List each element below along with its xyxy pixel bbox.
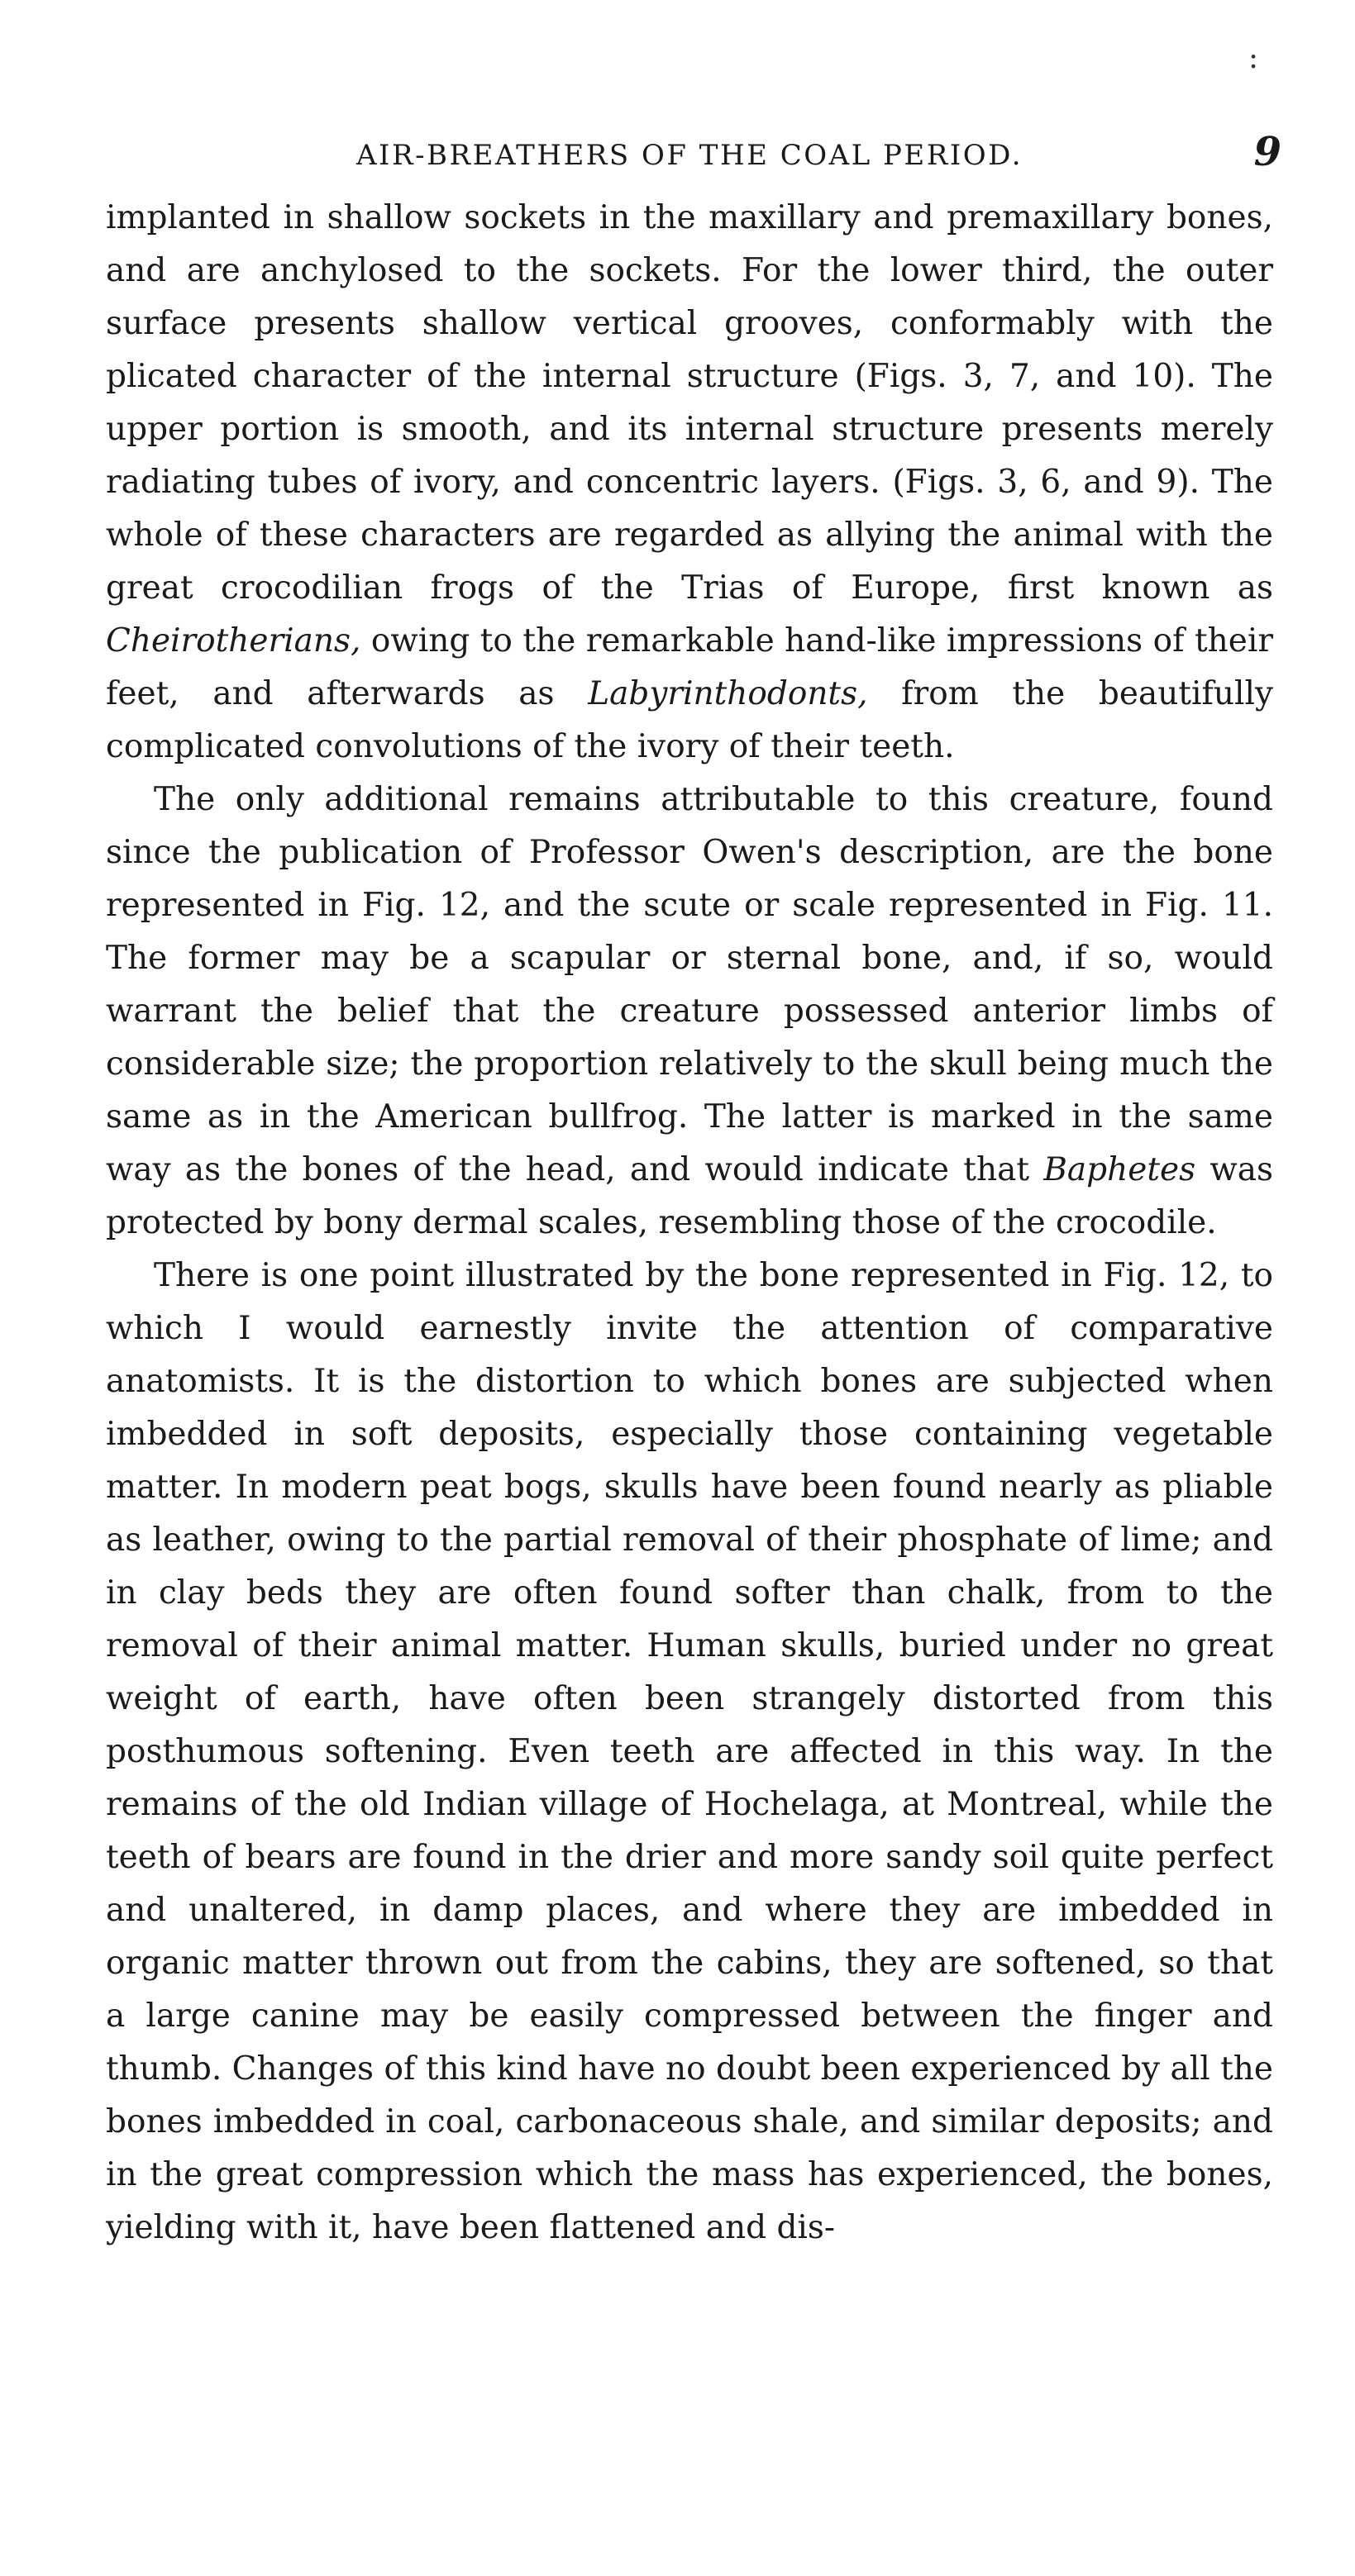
paragraph-1-text-c: from the beautifully complicated convolutions of the ivory of their teeth. xyxy=(106,675,1273,765)
paragraph-1 xyxy=(106,192,1273,774)
margin-mark: : xyxy=(1248,41,1259,75)
paragraph-2-text-a: The only additional remains attributable to this creature, found since the publication of Professor Owen's description, are the bone represented in Fig. 12, and the scute or scale represented in Fig. 11. The former may be a scapular or sternal bone, and, if so, would warrant the belief that the creature possessed anterior limbs of considerable size; the proportion relatively to the skull being much the same as in the American bullfrog. The latter is marked in the same way as the bones of the head, and would indicate that xyxy=(106,781,1273,1188)
paragraph-1-text-a: implanted in shallow sockets in the maxillary and premaxillary bones, and are anchylosed to the sockets. For the lower third, the outer surface presents shallow vertical grooves, conformably with the plicated character of the internal structure (Figs. 3, 7, and 10). The upper portion is smooth, and its internal structure presents merely radiating tubes of ivory, and concentric layers. (Figs. 3, 6, and 9). The whole of these characters are regarded as allying the animal with the great crocodilian frogs of the Trias of Europe, first known as xyxy=(106,199,1273,607)
term-labyrinthodonts: Labyrinthodonts, xyxy=(588,675,868,712)
term-baphetes: Baphetes xyxy=(1043,1151,1196,1188)
paragraph-3-text: There is one point illustrated by the bone represented in Fig. 12, to which I would earnestly invite the attention of comparative anatomists. It is the distortion to which bones are subjected when imbedded in soft deposits, especially those containing vegetable matter. In modern peat bogs, skulls have been found nearly as pliable as leather, owing to the partial removal of their phosphate of lime; and in clay beds they are often found softer than chalk, from to the removal of their animal matter. Human skulls, buried under no great weight of earth, have often been strangely distorted from this posthumous softening. Even teeth are affected in this way. In the remains of the old Indian village of Hochelaga, at Montreal, while the teeth of bears are found in the drier and more sandy soil quite perfect and unaltered, in damp places, and where they are imbedded in organic matter thrown out from the cabins, they are softened, so that a large canine may be easily compressed between the finger and thumb. Changes of this kind have no doubt been experienced by all the bones imbedded in coal, carbonaceous shale, and similar deposits; and in the great compression which the mass has experienced, the bones, yielding with it, have been flattened and dis- xyxy=(106,1257,1273,2246)
page-number: 9 xyxy=(1253,129,1281,175)
book-page xyxy=(106,124,1281,2255)
paragraph-1-text-b: owing to the remarkable hand-like impressions of their feet, and afterwards as xyxy=(106,622,1273,712)
paragraph-2-text-b: was protected by bony dermal scales, resembling those of the crocodile. xyxy=(106,1151,1274,1241)
term-cheirotherians: Cheirotherians, xyxy=(106,622,361,659)
running-title: AIR-BREATHERS OF THE COAL PERIOD. xyxy=(355,139,1023,172)
paragraph-3 xyxy=(106,1250,1273,2255)
body-text xyxy=(106,192,1273,2255)
running-head xyxy=(106,124,1281,175)
paragraph-2 xyxy=(106,774,1273,1250)
